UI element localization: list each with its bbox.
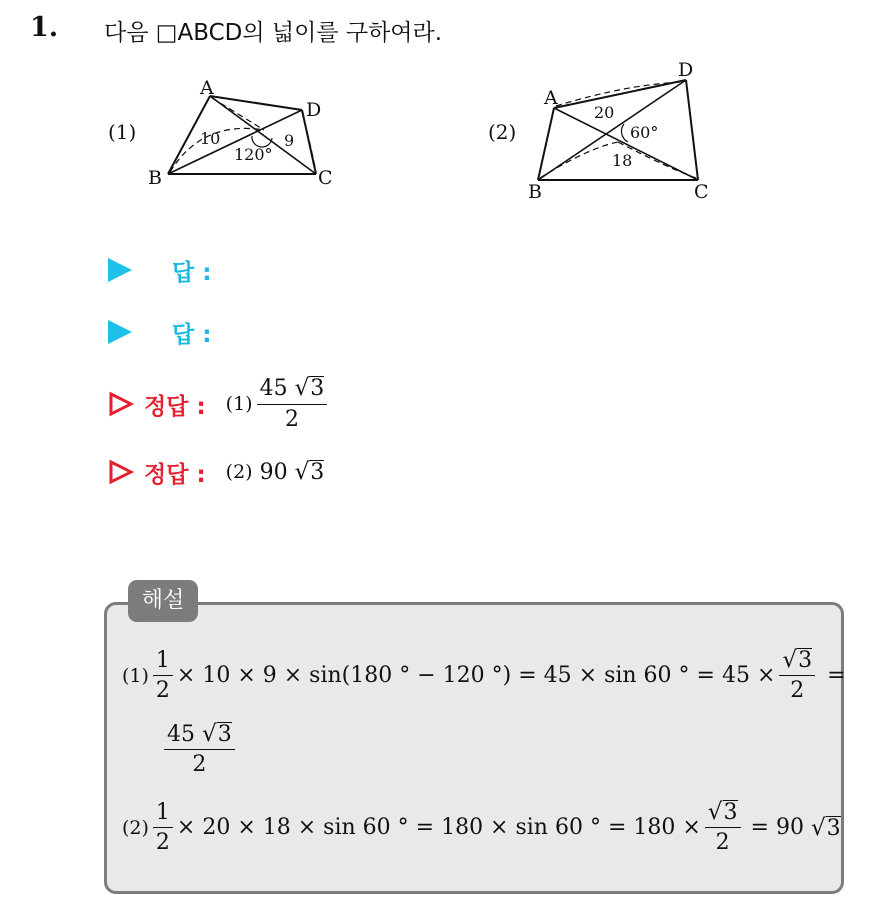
fig1-vertex-d: D <box>306 99 322 121</box>
question-text <box>104 14 442 47</box>
fig2-vertex-d: D <box>678 59 694 81</box>
expl-1-equals: = <box>827 663 846 689</box>
figure-1-label: (1) <box>108 120 137 144</box>
fig1-length-9: 9 <box>284 131 295 150</box>
expl-3-prefix: (2) <box>122 816 149 839</box>
correct-answer-1-value <box>226 376 332 432</box>
fig1-length-10: 10 <box>200 129 221 148</box>
expl-3-expression: × 20 × 18 × sin 60 ° = 180 × sin 60 ° = 180 × <box>176 815 701 841</box>
expl-1-expression: × 10 × 9 × sin(180 ° − 120 °) = 45 × sin 60 ° = 45 × <box>176 663 776 689</box>
answer-1-denominator: 2 <box>284 406 299 432</box>
correct-answer-label: 정답 : <box>144 461 206 488</box>
figure-2-label: (2) <box>488 120 517 144</box>
answer-label: 답 : <box>172 259 212 286</box>
fig1-vertex-c: C <box>318 167 333 189</box>
correct-answer-triangle-icon <box>108 459 134 485</box>
answer-2-radicand: 3 <box>310 459 325 485</box>
figure-2-diagram <box>518 58 728 208</box>
explanation-tag: 해설 <box>128 580 198 622</box>
fig2-angle-arc <box>621 124 628 142</box>
question-number: 1. <box>30 12 59 43</box>
correct-answer-triangle-icon <box>108 391 134 417</box>
answer-arrow-icon <box>108 258 132 282</box>
answer-row-1 <box>108 250 211 290</box>
expl-2-result-fraction: 45 √ 3 2 <box>164 722 235 778</box>
quadrilateral-symbol: □ <box>155 20 178 46</box>
correct-answer-row-2 <box>108 452 324 492</box>
answer-1-coef: 45 <box>259 376 288 402</box>
expl-1-prefix: (1) <box>122 664 149 687</box>
correct-answer-label: 정답 : <box>144 393 206 420</box>
expl-3-result: = 90 <box>750 815 804 841</box>
fig1-vertex-b: B <box>148 167 162 189</box>
expl-3-half: $\frac{1}{2}$ <box>153 800 173 856</box>
answer-1-prefix: (1) <box>225 393 253 415</box>
answer-1-radicand: 3 <box>310 376 325 402</box>
fig2-vertex-a: A <box>544 87 558 109</box>
correct-answer-2-value: (2) 90 √ 3 <box>225 458 325 485</box>
explanation-line-3: (2) $\frac{1}{2}$ × 20 × 18 × sin 60 ° = 180 × sin 60 ° = 180 × √ 3 2 = 90 √ 3 <box>122 799 841 856</box>
question-suffix: ABCD의 넓이를 구하여라. <box>177 20 443 46</box>
fig2-side-ab <box>538 108 554 180</box>
fig2-vertex-b: B <box>528 181 542 203</box>
answer-label: 답 : <box>172 321 212 348</box>
question-prefix: 다음 <box>104 20 156 46</box>
expl-3-result-radicand: 3 <box>826 815 841 841</box>
fig1-side-da <box>210 96 302 110</box>
fig1-angle-120: 120° <box>234 145 273 164</box>
explanation-line-2 <box>160 722 239 778</box>
fig1-vertex-a: A <box>200 77 214 99</box>
fig2-length-20: 20 <box>594 103 615 122</box>
expl-3-root-fraction: √ 3 2 <box>705 800 741 856</box>
expl-1-half: $\frac{1}{2}$ <box>153 648 173 704</box>
answer-row-2 <box>108 312 211 352</box>
fig2-angle-60: 60° <box>630 123 659 142</box>
answer-1-fraction: 45 √ 3 2 <box>257 376 328 432</box>
answer-2-coef: 90 <box>259 459 288 485</box>
answer-2-prefix: (2) <box>225 461 253 483</box>
answer-arrow-icon <box>108 320 132 344</box>
expl-1-root-fraction: √ 3 2 <box>779 648 815 704</box>
correct-answer-row-1 <box>108 372 331 436</box>
fig2-vertex-c: C <box>694 181 709 203</box>
explanation-line-1 <box>122 648 846 704</box>
fig2-length-18: 18 <box>612 151 633 170</box>
figure-1-diagram <box>140 72 360 192</box>
fig1-diagonal-bd <box>168 110 302 174</box>
fig2-side-cd <box>686 80 698 180</box>
